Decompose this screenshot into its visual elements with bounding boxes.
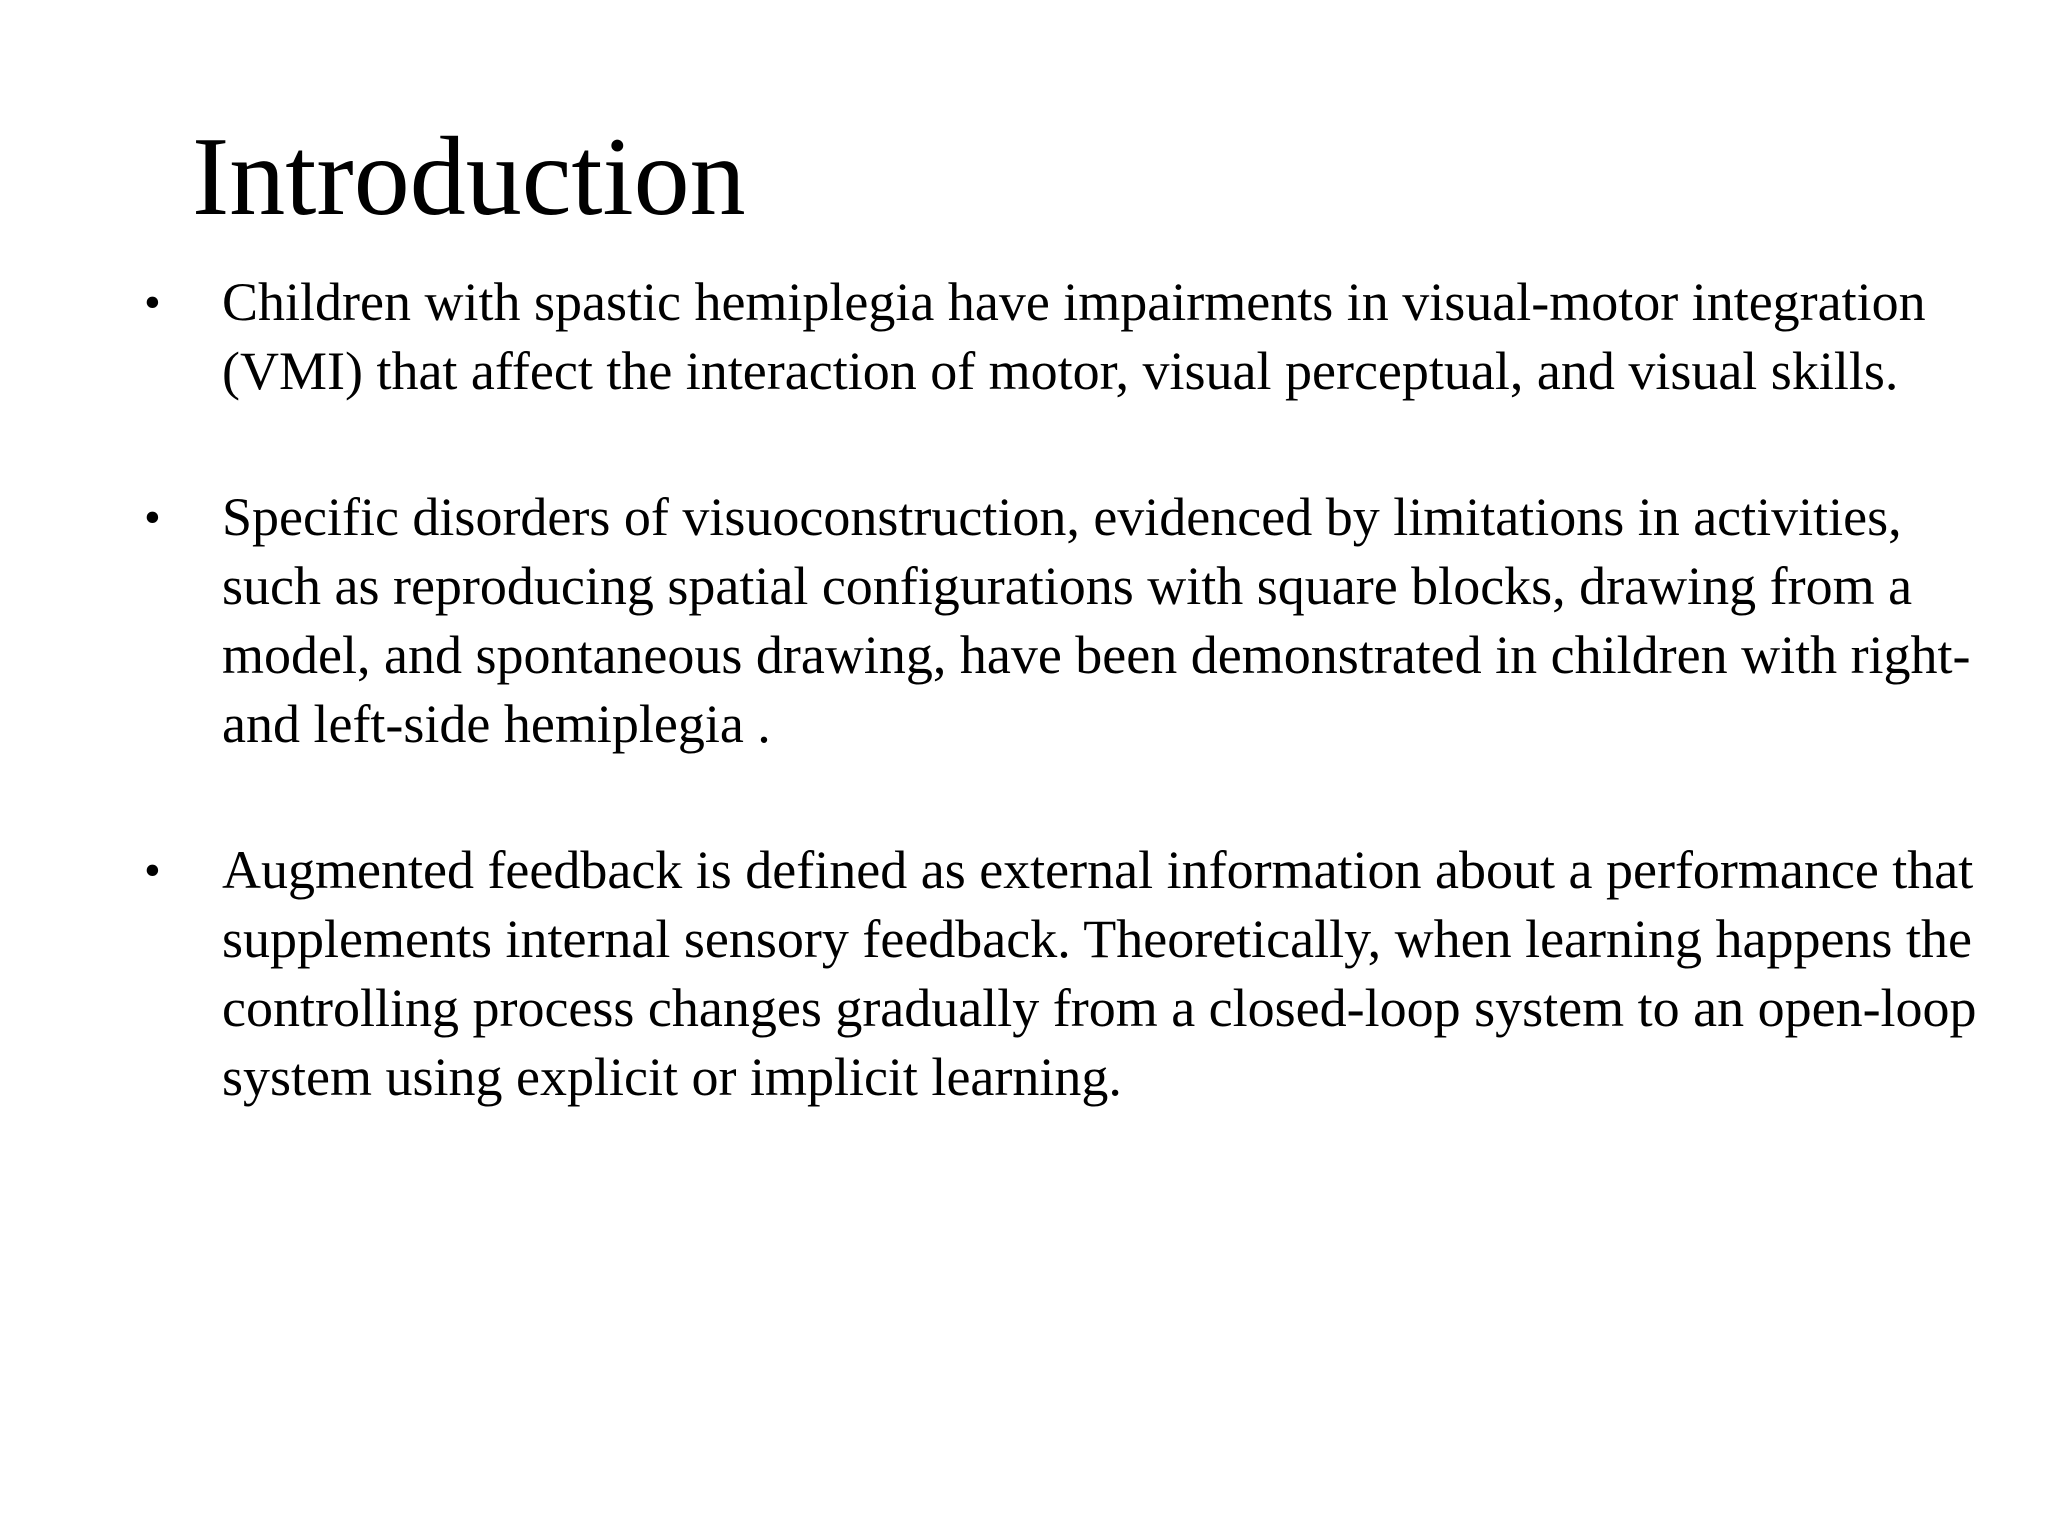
bullet-text: Specific disorders of visuoconstruction, evidenced by limitations in activities, such as reproducing spatial configurations with square blocks, drawing from a model, and spontaneous drawing, have been demonstrated in children with right- and left-side hemiplegia .: [222, 487, 1971, 754]
bullet-item-visual-motor-integration: [140, 268, 1980, 406]
bullet-item-visuoconstruction: [140, 483, 1980, 759]
bullet-dot-icon: •: [144, 491, 161, 544]
bullet-list: [140, 268, 1980, 1112]
bullet-item-augmented-feedback: [140, 836, 1980, 1112]
bullet-text: Children with spastic hemiplegia have impairments in visual-motor integration (VMI) that affect the interaction of motor, visual perceptual, and visual skills.: [222, 272, 1926, 401]
bullet-text: Augmented feedback is defined as external information about a performance that supplements internal sensory feedback. Theoretically, when learning happens the controlling process changes gradually from a closed-loop system to an open-loop system using explicit or implicit learning.: [222, 840, 1977, 1107]
bullet-dot-icon: •: [144, 844, 161, 897]
bullet-dot-icon: •: [144, 276, 161, 329]
slide-title: Introduction: [192, 115, 746, 239]
